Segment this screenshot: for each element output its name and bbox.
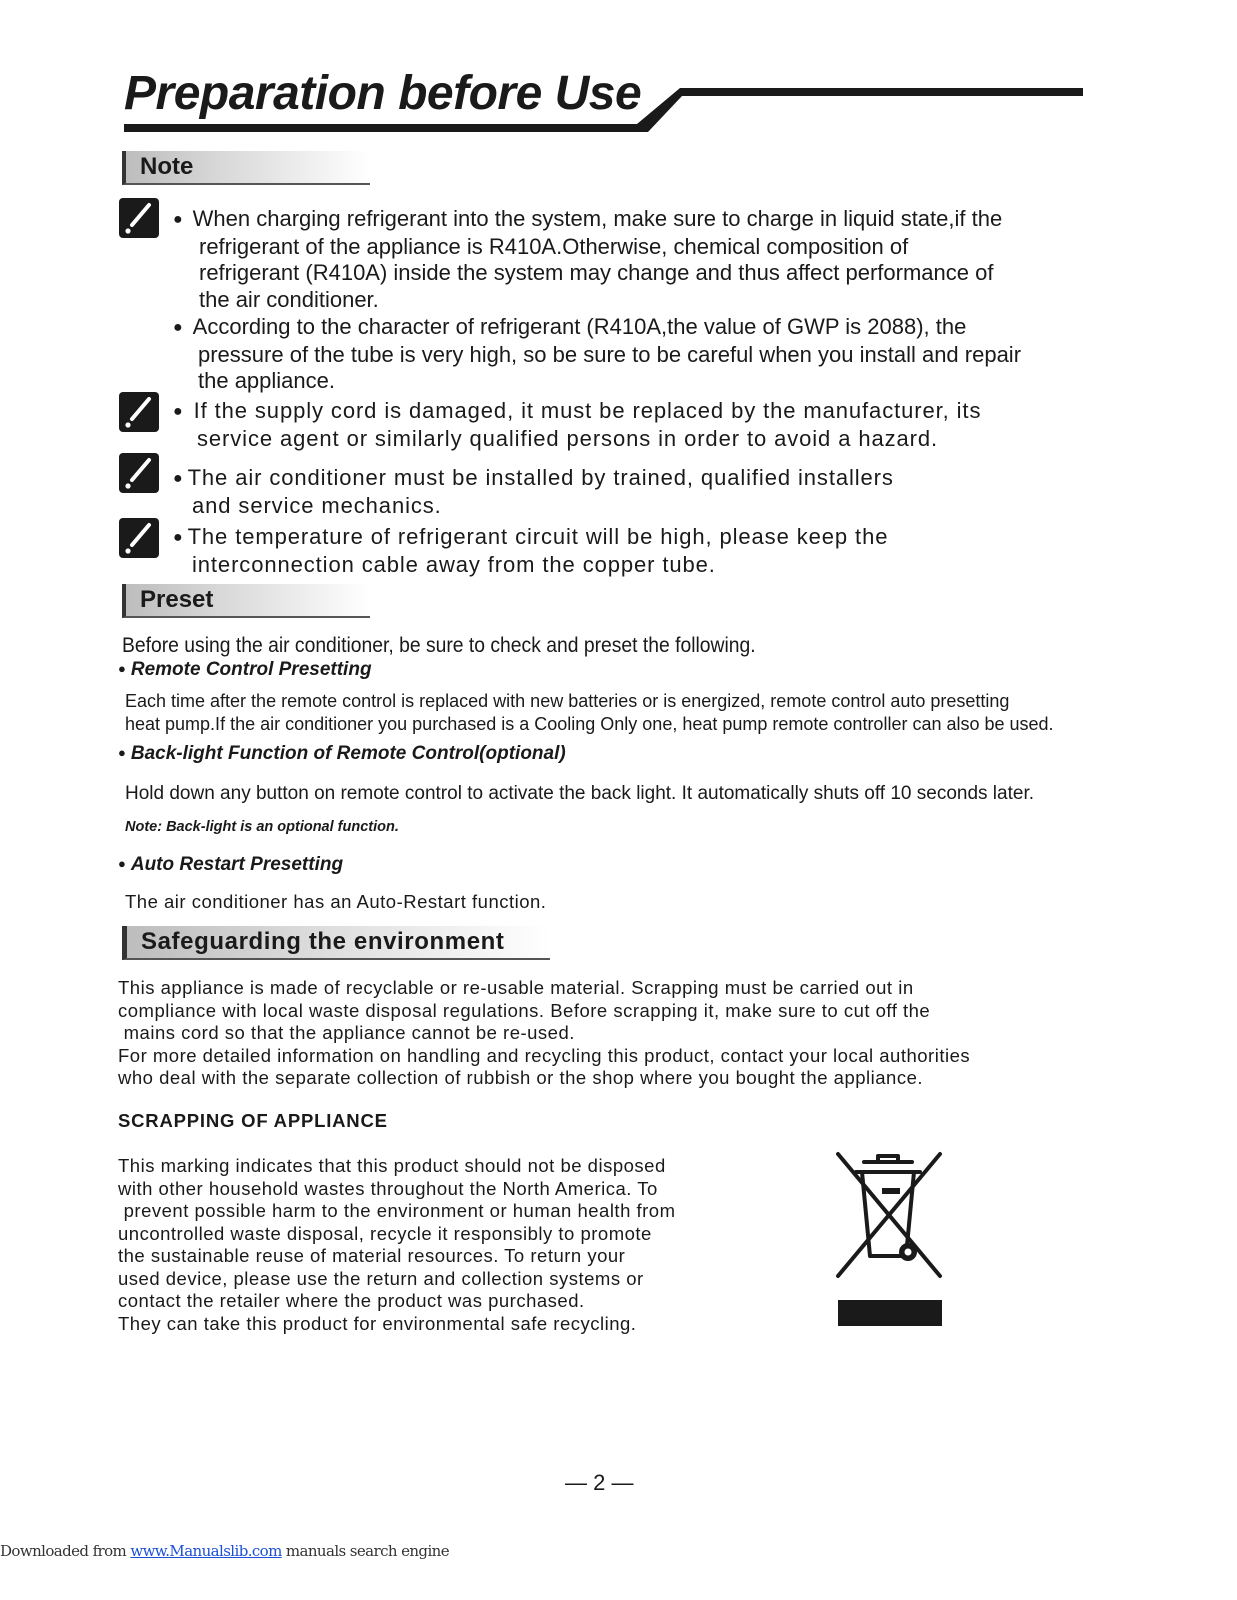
environment-heading-label: Safeguarding the environment	[141, 928, 505, 955]
footer-prefix: Downloaded from	[0, 1542, 131, 1560]
preset-intro: Before using the air conditioner, be sure to check and preset the following.	[122, 634, 756, 657]
note-line: The air conditioner must be installed by trained, qualified installers	[187, 465, 894, 490]
caution-icon	[119, 198, 159, 238]
text-line: used device, please use the return and collection systems or	[118, 1267, 644, 1289]
text-line: For more detailed information on handling and recycling this product, contact your local authorities	[118, 1044, 971, 1066]
caution-icon	[119, 392, 159, 432]
note-line: service agent or similarly qualified persons in order to avoid a hazard.	[197, 425, 939, 451]
bullet: ●	[173, 470, 184, 487]
bullet: ●	[118, 661, 126, 676]
scrapping-heading: SCRAPPING OF APPLIANCE	[118, 1110, 388, 1131]
backlight-note: Note: Back-light is an optional function.	[125, 819, 399, 835]
note-line: According to the character of refrigerant (R410A,the value of GWP is 2088), the	[192, 314, 967, 339]
text-line: the sustainable reuse of material resources. To return your	[118, 1245, 626, 1266]
text-line: mains cord so that the appliance cannot be re-used.	[118, 1022, 575, 1043]
note-heading-label: Note	[140, 153, 194, 180]
text-line: who deal with the separate collection of rubbish or the shop where you bought the appliance.	[118, 1067, 923, 1088]
page-number: — 2 —	[565, 1470, 634, 1495]
note-item	[173, 206, 1002, 313]
bullet: ●	[173, 319, 183, 336]
caution-icon	[119, 453, 159, 493]
note-heading	[122, 151, 370, 185]
note-line: If the supply cord is damaged, it must be replaced by the manufacturer, its	[193, 398, 982, 423]
download-footer	[0, 1542, 449, 1560]
remote-presetting-label: Remote Control Presetting	[130, 659, 372, 680]
text-line: This appliance is made of recyclable or re-usable material. Scrapping must be carried out in	[118, 977, 914, 998]
backlight-text: Hold down any button on remote control to activate the back light. It automatically shuts off 10 seconds later.	[125, 783, 1035, 804]
text-line: uncontrolled waste disposal, recycle it responsibly to promote	[118, 1222, 652, 1244]
auto-restart-label: Auto Restart Presetting	[130, 854, 344, 875]
auto-restart-text: The air conditioner has an Auto-Restart function.	[125, 891, 547, 912]
text-line: Each time after the remote control is replaced with new batteries or is energized, remote control auto presetting	[125, 691, 1010, 711]
text-line: This marking indicates that this product should not be disposed	[118, 1155, 666, 1176]
note-line: interconnection cable away from the copper tube.	[192, 551, 716, 577]
preset-heading-label: Preset	[140, 586, 214, 613]
page-title: Preparation before Use	[124, 67, 642, 120]
title-underline	[0, 0, 1237, 150]
bullet: ●	[118, 745, 126, 760]
footer-suffix: manuals search engine	[281, 1542, 449, 1560]
note-line: refrigerant (R410A) inside the system may change and thus affect performance of	[199, 260, 994, 286]
note-line: the appliance.	[198, 368, 335, 394]
note-line: pressure of the tube is very high, so be sure to be careful when you install and repair	[198, 341, 1022, 367]
bullet: ●	[173, 403, 184, 420]
text-line: prevent possible harm to the environment or human health from	[118, 1200, 676, 1221]
bullet: ●	[173, 211, 183, 228]
text-line: heat pump.If the air conditioner you purchased is a Cooling Only one, heat pump remote controller can also be used.	[125, 713, 1054, 734]
remote-presetting-title	[118, 659, 372, 681]
note-item	[173, 465, 894, 519]
note-line: the air conditioner.	[199, 286, 379, 312]
note-line: refrigerant of the appliance is R410A.Otherwise, chemical composition of	[199, 233, 909, 259]
bullet: ●	[118, 856, 126, 871]
note-item	[173, 524, 888, 578]
manualslib-link[interactable]: www.Manualslib.com	[130, 1542, 282, 1560]
note-line: and service mechanics.	[192, 492, 442, 518]
text-line: contact the retailer where the product was purchased.	[118, 1290, 585, 1311]
text-line: They can take this product for environmental safe recycling.	[118, 1312, 637, 1334]
auto-restart-title	[118, 854, 343, 876]
environment-heading	[122, 926, 550, 960]
scrapping-text	[118, 1155, 676, 1335]
note-item	[173, 398, 981, 452]
caution-icon	[119, 518, 159, 558]
backlight-label: Back-light Function of Remote Control(optional)	[130, 743, 566, 764]
bullet: ●	[173, 529, 184, 546]
remote-presetting-text	[125, 690, 1054, 735]
backlight-title	[118, 743, 566, 765]
preset-heading	[122, 584, 370, 618]
text-line: with other household wastes throughout the North America. To	[118, 1177, 658, 1199]
environment-text	[118, 977, 970, 1090]
note-line: The temperature of refrigerant circuit will be high, please keep the	[187, 524, 889, 549]
crossed-out-wheelie-bin-icon	[834, 1148, 944, 1330]
text-line: compliance with local waste disposal regulations. Before scrapping it, make sure to cut off the	[118, 999, 931, 1021]
note-item	[173, 314, 1021, 395]
note-line: When charging refrigerant into the system, make sure to charge in liquid state,if the	[192, 206, 1003, 231]
